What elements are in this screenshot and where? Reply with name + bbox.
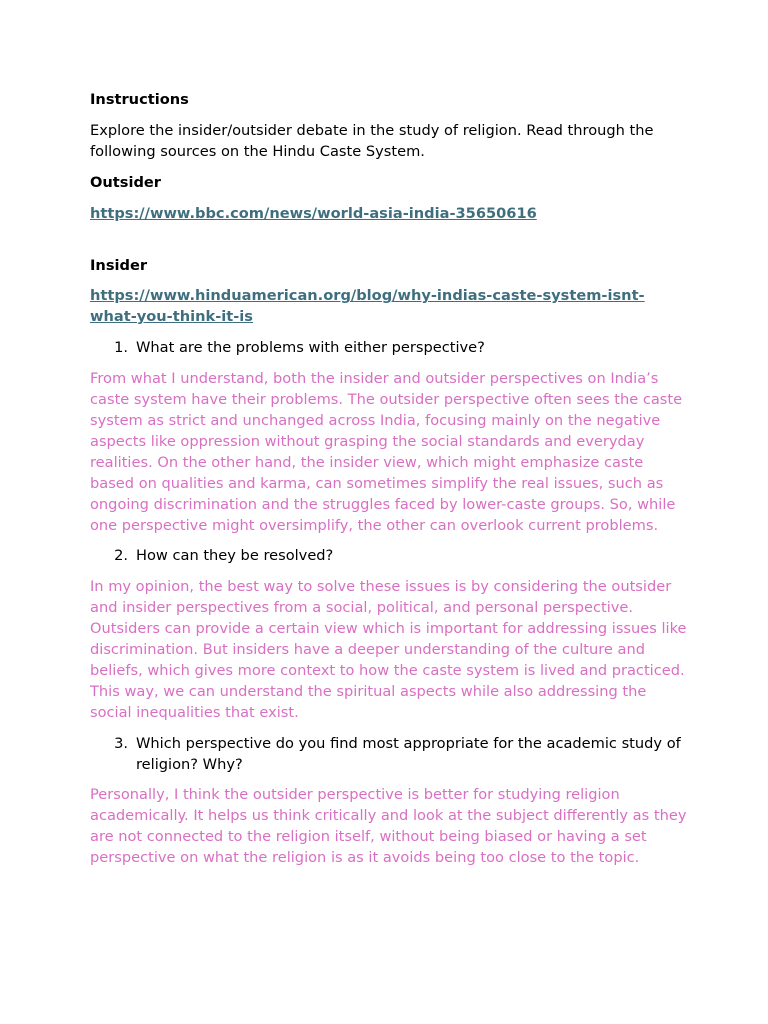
outsider-heading: Outsider [90,173,162,191]
document-page [90,90,690,879]
question-text: Which perspective do you find most appropriate for the academic study of religion? Why? [136,734,681,773]
question-number: 1. [114,339,128,357]
question-text: What are the problems with either perspective? [136,339,485,357]
insider-heading: Insider [90,256,148,274]
question-3 [90,734,690,776]
question-1 [90,338,690,359]
question-number: 3. [114,734,128,752]
blank-line [90,235,690,256]
answer-3: Personally, I think the outsider perspective is better for studying religion academically. It helps us think critically and look at the subject differently as they are not connected to the religion itself, without being biased or having a set perspective on what the religion is as it avoids being too close to the topic. [90,786,687,867]
answer-1: From what I understand, both the insider and outsider perspectives on India’s caste system have their problems. The outsider perspective often sees the caste system as strict and unchanged across India, focusing mainly on the negative aspects like oppression without grasping the social standards and everyday realities. On the other hand, the insider view, which might emphasize caste based on qualities and karma, can sometimes simplify the real issues, such as ongoing discrimination and the struggles faced by lower-caste groups. So, while one perspective might oversimplify, the other can overlook current problems. [90,370,683,534]
instructions-text: Explore the insider/outsider debate in the study of religion. Read through the following sources on the Hindu Caste System. [90,121,654,160]
insider-source-link[interactable]: https://www.hinduamerican.org/blog/why-indias-caste-system-isnt-what-you-think-it-is [90,287,645,326]
question-text: How can they be resolved? [136,547,334,565]
answer-2: In my opinion, the best way to solve these issues is by considering the outsider and insider perspectives from a social, political, and personal perspective. Outsiders can provide a certain view which is important for addressing issues like discrimination. But insiders have a deeper understanding of the culture and beliefs, which gives more context to how the caste system is lived and practiced. This way, we can understand the spiritual aspects while also addressing the social inequalities that exist. [90,578,687,721]
question-number: 2. [114,547,128,565]
instructions-heading: Instructions [90,91,189,108]
question-2 [90,546,690,567]
outsider-source-link[interactable]: https://www.bbc.com/news/world-asia-india-35650616 [90,204,537,222]
